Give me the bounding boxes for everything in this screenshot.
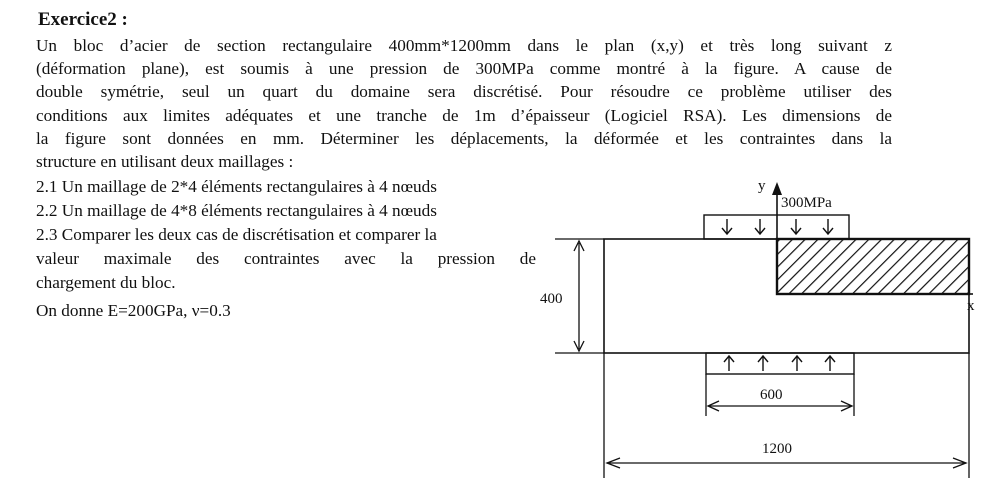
total-width-label: 1200 <box>762 441 792 457</box>
paragraph-line: structure en utilisant deux maillages : <box>36 152 294 171</box>
x-axis <box>777 294 975 314</box>
exercise-title: Exercice2 : <box>38 9 128 30</box>
question-item: valeur maximale des contraintes avec la pression de <box>36 249 536 268</box>
quarter-domain-hatched <box>777 239 969 294</box>
bottom-pressure-arrows <box>724 356 835 371</box>
total-width-dimension <box>604 353 969 478</box>
paragraph-line: (déformation plane), est soumis à une pression de 300MPa comme montré à la figure. A cause de <box>36 59 892 78</box>
paragraph-line: conditions aux limites adéquates et une tranche de 1m d’épaisseur (Logiciel RSA). Les dimensions de <box>36 106 892 125</box>
given-values: On donne E=200GPa, ν=0.3 <box>36 301 231 320</box>
pressure-label: 300MPa <box>781 195 832 211</box>
paragraph-line: double symétrie, seul un quart du domaine sera discrétisé. Pour résoudre ce problème utiliser des <box>36 82 892 101</box>
load-width-label: 600 <box>760 387 783 403</box>
question-item: 2.2 Un maillage de 4*8 éléments rectangulaires à 4 nœuds <box>36 201 437 220</box>
paragraph-line: la figure sont données en mm. Déterminer les déplacements, la déformée et les contraintes dans la <box>36 129 892 148</box>
question-item: 2.3 Comparer les deux cas de discrétisation et comparer la <box>36 225 437 244</box>
question-item: chargement du bloc. <box>36 273 176 292</box>
height-dimension-label: 400 <box>540 291 563 307</box>
question-item: 2.1 Un maillage de 2*4 éléments rectangulaires à 4 nœuds <box>36 177 437 196</box>
paragraph-line: Un bloc d’acier de section rectangulaire 400mm*1200mm dans le plan (x,y) et très long suivant z <box>36 36 892 55</box>
y-axis-label: y <box>758 178 766 194</box>
x-axis-label: x <box>967 298 975 314</box>
